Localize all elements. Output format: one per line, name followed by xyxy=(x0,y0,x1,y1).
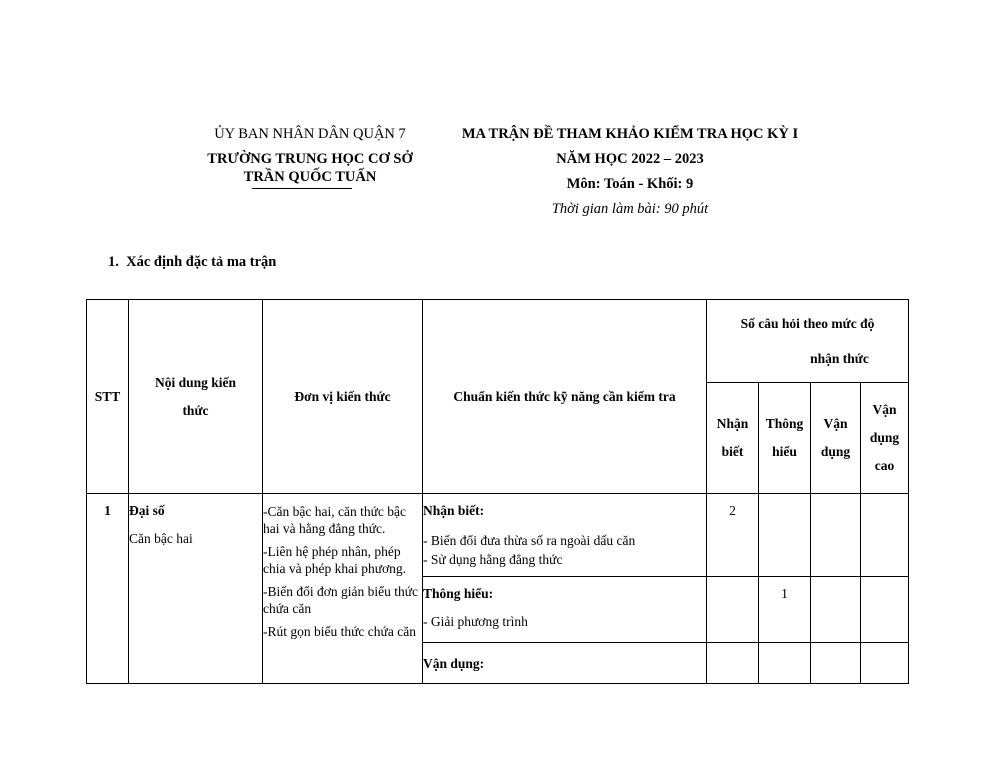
header-levels xyxy=(707,300,909,383)
apply-label: Vận dụng: xyxy=(423,656,485,671)
understand-cell xyxy=(423,577,707,643)
empty-cell xyxy=(861,643,909,684)
empty-cell xyxy=(759,494,811,577)
header-stt: STT xyxy=(87,300,129,494)
understand-count: 1 xyxy=(759,577,811,643)
empty-cell xyxy=(811,643,861,684)
school-name-line2: TRẦN QUỐC TUẤN xyxy=(243,169,377,185)
unit-item: -Biến đổi đơn giản biểu thức chứa căn xyxy=(263,584,419,616)
recognize-cell xyxy=(423,494,707,577)
recognize-label: Nhận biết: xyxy=(423,503,485,518)
header-level-understand-line1: Thông xyxy=(765,416,804,431)
section-title: Xác định đặc tả ma trận xyxy=(126,254,277,270)
recognize-list xyxy=(423,531,706,569)
header-level-recognize-line1: Nhận xyxy=(716,416,749,431)
header-level-apply-line2: dụng xyxy=(820,444,851,459)
header-level-advanced-line3: cao xyxy=(874,458,895,473)
empty-cell xyxy=(861,494,909,577)
header-levels-line1: Số câu hỏi theo mức độ xyxy=(740,316,875,331)
header-levels-line2: nhận thức xyxy=(810,351,869,366)
header-level-understand xyxy=(759,383,811,494)
row-topic-cell xyxy=(129,494,263,684)
header-content-line2: thức xyxy=(182,402,209,418)
header-level-advanced-line1: Vận xyxy=(872,402,897,417)
empty-cell xyxy=(759,643,811,684)
empty-cell xyxy=(811,494,861,577)
header-level-recognize xyxy=(707,383,759,494)
row-subtopic: Căn bậc hai xyxy=(129,531,193,546)
row-topic: Đại số xyxy=(129,503,165,518)
school-name-line1: TRƯỜNG TRUNG HỌC CƠ SỞ xyxy=(207,151,413,167)
school-year: NĂM HỌC 2022 – 2023 xyxy=(556,151,704,167)
header-level-recognize-line2: biết xyxy=(721,444,744,459)
empty-cell xyxy=(861,577,909,643)
understand-label: Thông hiểu: xyxy=(423,586,494,601)
doc-title: MA TRẬN ĐỀ THAM KHẢO KIỂM TRA HỌC KỲ I xyxy=(461,126,799,142)
list-item: - Sử dụng hằng đẳng thức xyxy=(423,550,706,569)
header-level-understand-line2: hiểu xyxy=(772,444,797,459)
apply-cell xyxy=(423,643,707,684)
row-stt: 1 xyxy=(87,494,129,684)
recognize-count: 2 xyxy=(707,494,759,577)
empty-cell xyxy=(707,643,759,684)
header-level-apply xyxy=(811,383,861,494)
header-content xyxy=(129,300,263,494)
list-item: - Biến đổi đưa thừa số ra ngoài dấu căn xyxy=(423,531,706,550)
list-item: - Giải phương trình xyxy=(423,612,706,631)
row-units-cell xyxy=(263,494,423,684)
subject-grade: Môn: Toán - Khối: 9 xyxy=(566,176,694,192)
understand-list xyxy=(423,612,706,631)
header-unit: Đơn vị kiến thức xyxy=(263,300,423,494)
empty-cell xyxy=(811,577,861,643)
section-heading xyxy=(108,254,276,271)
header-level-advanced xyxy=(861,383,909,494)
exam-duration: Thời gian làm bài: 90 phút xyxy=(551,201,709,217)
unit-item: -Căn bậc hai, căn thức bậc hai và hằng đẳng thức. xyxy=(263,504,406,536)
unit-item: -Rút gọn biểu thức chứa căn xyxy=(263,624,416,639)
header-level-apply-line1: Vận xyxy=(823,416,848,431)
unit-item: -Liên hệ phép nhân, phép chia và phép khai phương. xyxy=(263,544,407,576)
table-row xyxy=(87,494,909,577)
committee-name: ỦY BAN NHÂN DÂN QUẬN 7 xyxy=(214,126,406,142)
header-underline xyxy=(252,188,352,189)
header-standard: Chuẩn kiến thức kỹ năng cần kiểm tra xyxy=(423,300,707,494)
spec-matrix-table xyxy=(86,299,909,684)
header-level-advanced-line2: dụng xyxy=(869,430,900,445)
header-content-line1: Nội dung kiến xyxy=(154,374,237,390)
section-number: 1. xyxy=(108,254,119,270)
empty-cell xyxy=(707,577,759,643)
